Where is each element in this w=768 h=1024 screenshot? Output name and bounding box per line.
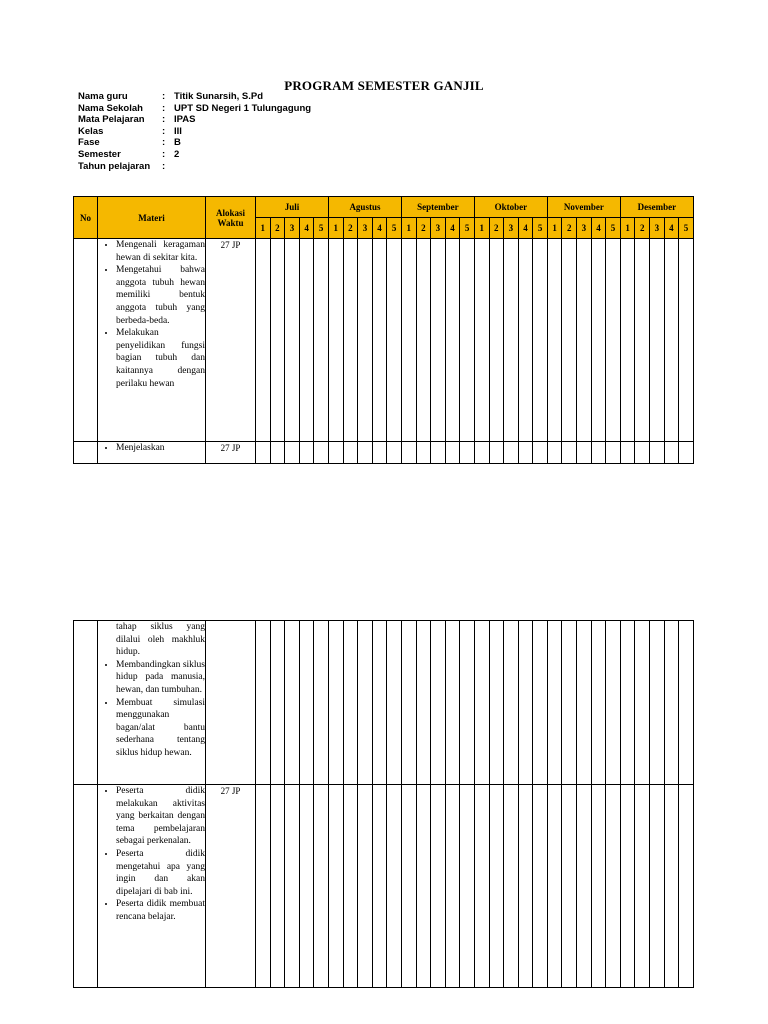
header-materi: Materi <box>98 197 206 239</box>
materi-item: • Melakukan penyelidikan fungsi bagian tubuh dan kaitannya dengan perilaku hewan <box>116 327 205 390</box>
week-cell <box>620 442 635 464</box>
week-cell <box>664 621 679 785</box>
header-week: 1 <box>474 218 489 239</box>
info-row <box>78 161 311 173</box>
info-label: Semester <box>78 148 121 160</box>
week-cell <box>533 239 548 442</box>
info-row <box>78 114 311 126</box>
week-cell <box>314 785 329 988</box>
week-cell <box>387 442 402 464</box>
info-value: IPAS <box>174 114 196 126</box>
week-cell <box>620 239 635 442</box>
header-month: November <box>547 197 620 218</box>
header-alokasi: Alokasi Waktu <box>206 197 256 239</box>
info-label: Nama guru <box>78 91 128 102</box>
week-cell <box>445 442 460 464</box>
header-week: 5 <box>533 218 548 239</box>
header-week: 2 <box>343 218 358 239</box>
header-week: 3 <box>431 218 446 239</box>
week-cell <box>299 621 314 785</box>
info-label: Kelas <box>78 125 104 137</box>
header-week: 3 <box>358 218 373 239</box>
week-cell <box>256 621 271 785</box>
info-row <box>78 126 311 138</box>
week-cell <box>270 442 285 464</box>
week-cell <box>401 785 416 988</box>
week-cell <box>460 621 475 785</box>
week-cell <box>533 785 548 988</box>
week-cell <box>562 621 577 785</box>
week-cell <box>591 621 606 785</box>
week-cell <box>620 785 635 988</box>
week-cell <box>328 621 343 785</box>
week-cell <box>635 239 650 442</box>
week-cell <box>591 442 606 464</box>
header-row-months <box>74 197 694 218</box>
materi-cell <box>98 785 206 988</box>
info-label: Nama Sekolah <box>78 102 143 114</box>
no-cell <box>74 785 98 988</box>
week-cell <box>372 442 387 464</box>
week-cell <box>577 442 592 464</box>
week-cell <box>606 239 621 442</box>
week-cell <box>650 239 665 442</box>
week-cell <box>372 785 387 988</box>
week-cell <box>474 785 489 988</box>
materi-cell <box>98 239 206 442</box>
info-label: Tahun pelajaran <box>78 160 151 172</box>
week-cell <box>314 442 329 464</box>
week-cell <box>387 785 402 988</box>
week-cell <box>372 239 387 442</box>
header-week: 2 <box>270 218 285 239</box>
week-cell <box>635 785 650 988</box>
info-colon: : <box>162 160 166 172</box>
header-no: No <box>74 197 98 239</box>
week-cell <box>343 239 358 442</box>
week-cell <box>256 785 271 988</box>
header-week: 2 <box>416 218 431 239</box>
week-cell <box>343 442 358 464</box>
table-row <box>74 785 694 988</box>
header-week: 1 <box>256 218 271 239</box>
week-cell <box>518 785 533 988</box>
week-cell <box>679 239 694 442</box>
week-cell <box>533 442 548 464</box>
materi-item: • Peserta didik melakukan aktivitas yang berkaitan dengan tema pembelajaran sebagai perkenalan. <box>116 785 205 848</box>
info-value: Titik Sunarsih, S.Pd <box>174 91 264 102</box>
week-cell <box>489 785 504 988</box>
no-cell <box>74 621 98 785</box>
semester-program-table <box>73 196 694 464</box>
week-cell <box>504 621 519 785</box>
header-week: 1 <box>620 218 635 239</box>
alokasi-cell <box>206 621 256 785</box>
week-cell <box>460 239 475 442</box>
header-week: 3 <box>285 218 300 239</box>
week-cell <box>547 621 562 785</box>
alokasi-cell: 27 JP <box>206 239 256 442</box>
header-week: 4 <box>591 218 606 239</box>
week-cell <box>679 442 694 464</box>
materi-continuation: tahap siklus yang dilalui oleh makhluk hidup. <box>116 622 205 658</box>
header-week: 4 <box>518 218 533 239</box>
week-cell <box>285 442 300 464</box>
alokasi-cell: 27 JP <box>206 785 256 988</box>
week-cell <box>314 621 329 785</box>
week-cell <box>504 442 519 464</box>
week-cell <box>431 785 446 988</box>
week-cell <box>650 442 665 464</box>
info-row <box>78 91 311 103</box>
week-cell <box>664 785 679 988</box>
week-cell <box>416 239 431 442</box>
header-week: 2 <box>489 218 504 239</box>
materi-item: • Menjelaskan <box>116 442 205 455</box>
week-cell <box>445 621 460 785</box>
teacher-info-block <box>78 91 311 172</box>
week-cell <box>285 621 300 785</box>
week-cell <box>285 785 300 988</box>
week-cell <box>533 621 548 785</box>
week-cell <box>562 442 577 464</box>
materi-list <box>98 785 205 924</box>
header-week: 4 <box>372 218 387 239</box>
week-cell <box>562 239 577 442</box>
week-cell <box>431 442 446 464</box>
week-cell <box>460 442 475 464</box>
week-cell <box>620 621 635 785</box>
header-week: 1 <box>328 218 343 239</box>
header-month: Oktober <box>474 197 547 218</box>
week-cell <box>547 442 562 464</box>
week-cell <box>577 785 592 988</box>
week-cell <box>606 621 621 785</box>
week-cell <box>635 621 650 785</box>
header-week: 3 <box>504 218 519 239</box>
materi-item: • Membandingkan siklus hidup pada manusia, hewan, dan tumbuhan. <box>116 659 205 697</box>
week-cell <box>401 621 416 785</box>
header-week: 4 <box>445 218 460 239</box>
materi-item: • Peserta didik mengetahui apa yang ingin dan akan dipelajari di bab ini. <box>116 848 205 898</box>
table-row <box>74 239 694 442</box>
week-cell <box>387 621 402 785</box>
week-cell <box>606 442 621 464</box>
document-title: PROGRAM SEMESTER GANJIL <box>284 78 484 93</box>
info-colon: : <box>162 114 166 126</box>
week-cell <box>299 785 314 988</box>
header-month: Desember <box>620 197 693 218</box>
week-cell <box>431 621 446 785</box>
info-row <box>78 149 311 161</box>
materi-item: • Peserta didik membuat rencana belajar. <box>116 898 205 923</box>
week-cell <box>401 442 416 464</box>
alokasi-cell: 27 JP <box>206 442 256 464</box>
week-cell <box>664 239 679 442</box>
header-week: 2 <box>635 218 650 239</box>
header-week: 1 <box>547 218 562 239</box>
week-cell <box>518 621 533 785</box>
header-week: 5 <box>387 218 402 239</box>
week-cell <box>358 239 373 442</box>
materi-item: • Mengetahui bahwa anggota tubuh hewan memiliki bentuk anggota tubuh yang berbeda-beda. <box>116 264 205 327</box>
table-row <box>74 621 694 785</box>
week-cell <box>504 239 519 442</box>
week-cell <box>591 239 606 442</box>
info-row <box>78 103 311 115</box>
week-cell <box>343 621 358 785</box>
header-week: 5 <box>606 218 621 239</box>
week-cell <box>518 239 533 442</box>
info-value: B <box>174 137 181 149</box>
week-cell <box>489 239 504 442</box>
week-cell <box>577 621 592 785</box>
week-cell <box>328 785 343 988</box>
week-cell <box>416 621 431 785</box>
week-cell <box>547 785 562 988</box>
week-cell <box>328 442 343 464</box>
week-cell <box>679 621 694 785</box>
week-cell <box>474 239 489 442</box>
header-week: 2 <box>562 218 577 239</box>
week-cell <box>416 442 431 464</box>
week-cell <box>474 442 489 464</box>
header-week: 5 <box>314 218 329 239</box>
week-cell <box>358 785 373 988</box>
header-month: September <box>401 197 474 218</box>
week-cell <box>547 239 562 442</box>
week-cell <box>679 785 694 988</box>
week-cell <box>489 621 504 785</box>
week-cell <box>445 239 460 442</box>
info-colon: : <box>162 148 166 160</box>
week-cell <box>256 442 271 464</box>
week-cell <box>285 239 300 442</box>
materi-list <box>98 659 205 760</box>
info-colon: : <box>162 137 166 149</box>
week-cell <box>299 442 314 464</box>
week-cell <box>635 442 650 464</box>
week-cell <box>299 239 314 442</box>
week-cell <box>358 621 373 785</box>
week-cell <box>504 785 519 988</box>
week-cell <box>518 442 533 464</box>
week-cell <box>343 785 358 988</box>
week-cell <box>431 239 446 442</box>
table-row <box>74 442 694 464</box>
week-cell <box>577 239 592 442</box>
info-colon: : <box>162 125 166 137</box>
header-week: 5 <box>679 218 694 239</box>
week-cell <box>358 442 373 464</box>
week-cell <box>416 785 431 988</box>
info-label: Fase <box>78 137 100 149</box>
header-week: 4 <box>664 218 679 239</box>
info-label: Mata Pelajaran <box>78 114 145 126</box>
week-cell <box>460 785 475 988</box>
info-value: III <box>174 125 182 137</box>
week-cell <box>650 621 665 785</box>
week-cell <box>270 785 285 988</box>
week-cell <box>270 621 285 785</box>
header-week: 4 <box>299 218 314 239</box>
semester-program-table-continued <box>73 620 694 988</box>
info-colon: : <box>162 91 166 102</box>
no-cell <box>74 442 98 464</box>
info-row <box>78 137 311 149</box>
header-week: 3 <box>577 218 592 239</box>
week-cell <box>328 239 343 442</box>
header-month: Juli <box>256 197 329 218</box>
materi-cell <box>98 442 206 464</box>
header-week: 3 <box>650 218 665 239</box>
week-cell <box>650 785 665 988</box>
no-cell <box>74 239 98 442</box>
week-cell <box>562 785 577 988</box>
info-colon: : <box>162 102 166 114</box>
week-cell <box>401 239 416 442</box>
materi-item: • Mengenali keragaman hewan di sekitar kita. <box>116 239 205 264</box>
week-cell <box>270 239 285 442</box>
header-week: 5 <box>460 218 475 239</box>
week-cell <box>314 239 329 442</box>
materi-list <box>98 239 205 390</box>
week-cell <box>474 621 489 785</box>
week-cell <box>387 239 402 442</box>
materi-cell <box>98 621 206 785</box>
week-cell <box>664 442 679 464</box>
materi-list <box>98 442 205 455</box>
week-cell <box>372 621 387 785</box>
info-value: UPT SD Negeri 1 Tulungagung <box>174 102 312 114</box>
week-cell <box>489 442 504 464</box>
header-week: 1 <box>401 218 416 239</box>
week-cell <box>606 785 621 988</box>
week-cell <box>591 785 606 988</box>
week-cell <box>256 239 271 442</box>
materi-item: • Membuat simulasi menggunakan bagan/alat bantu sederhana tentang siklus hidup hewan. <box>116 697 205 760</box>
info-value: 2 <box>174 148 180 160</box>
week-cell <box>445 785 460 988</box>
header-month: Agustus <box>328 197 401 218</box>
